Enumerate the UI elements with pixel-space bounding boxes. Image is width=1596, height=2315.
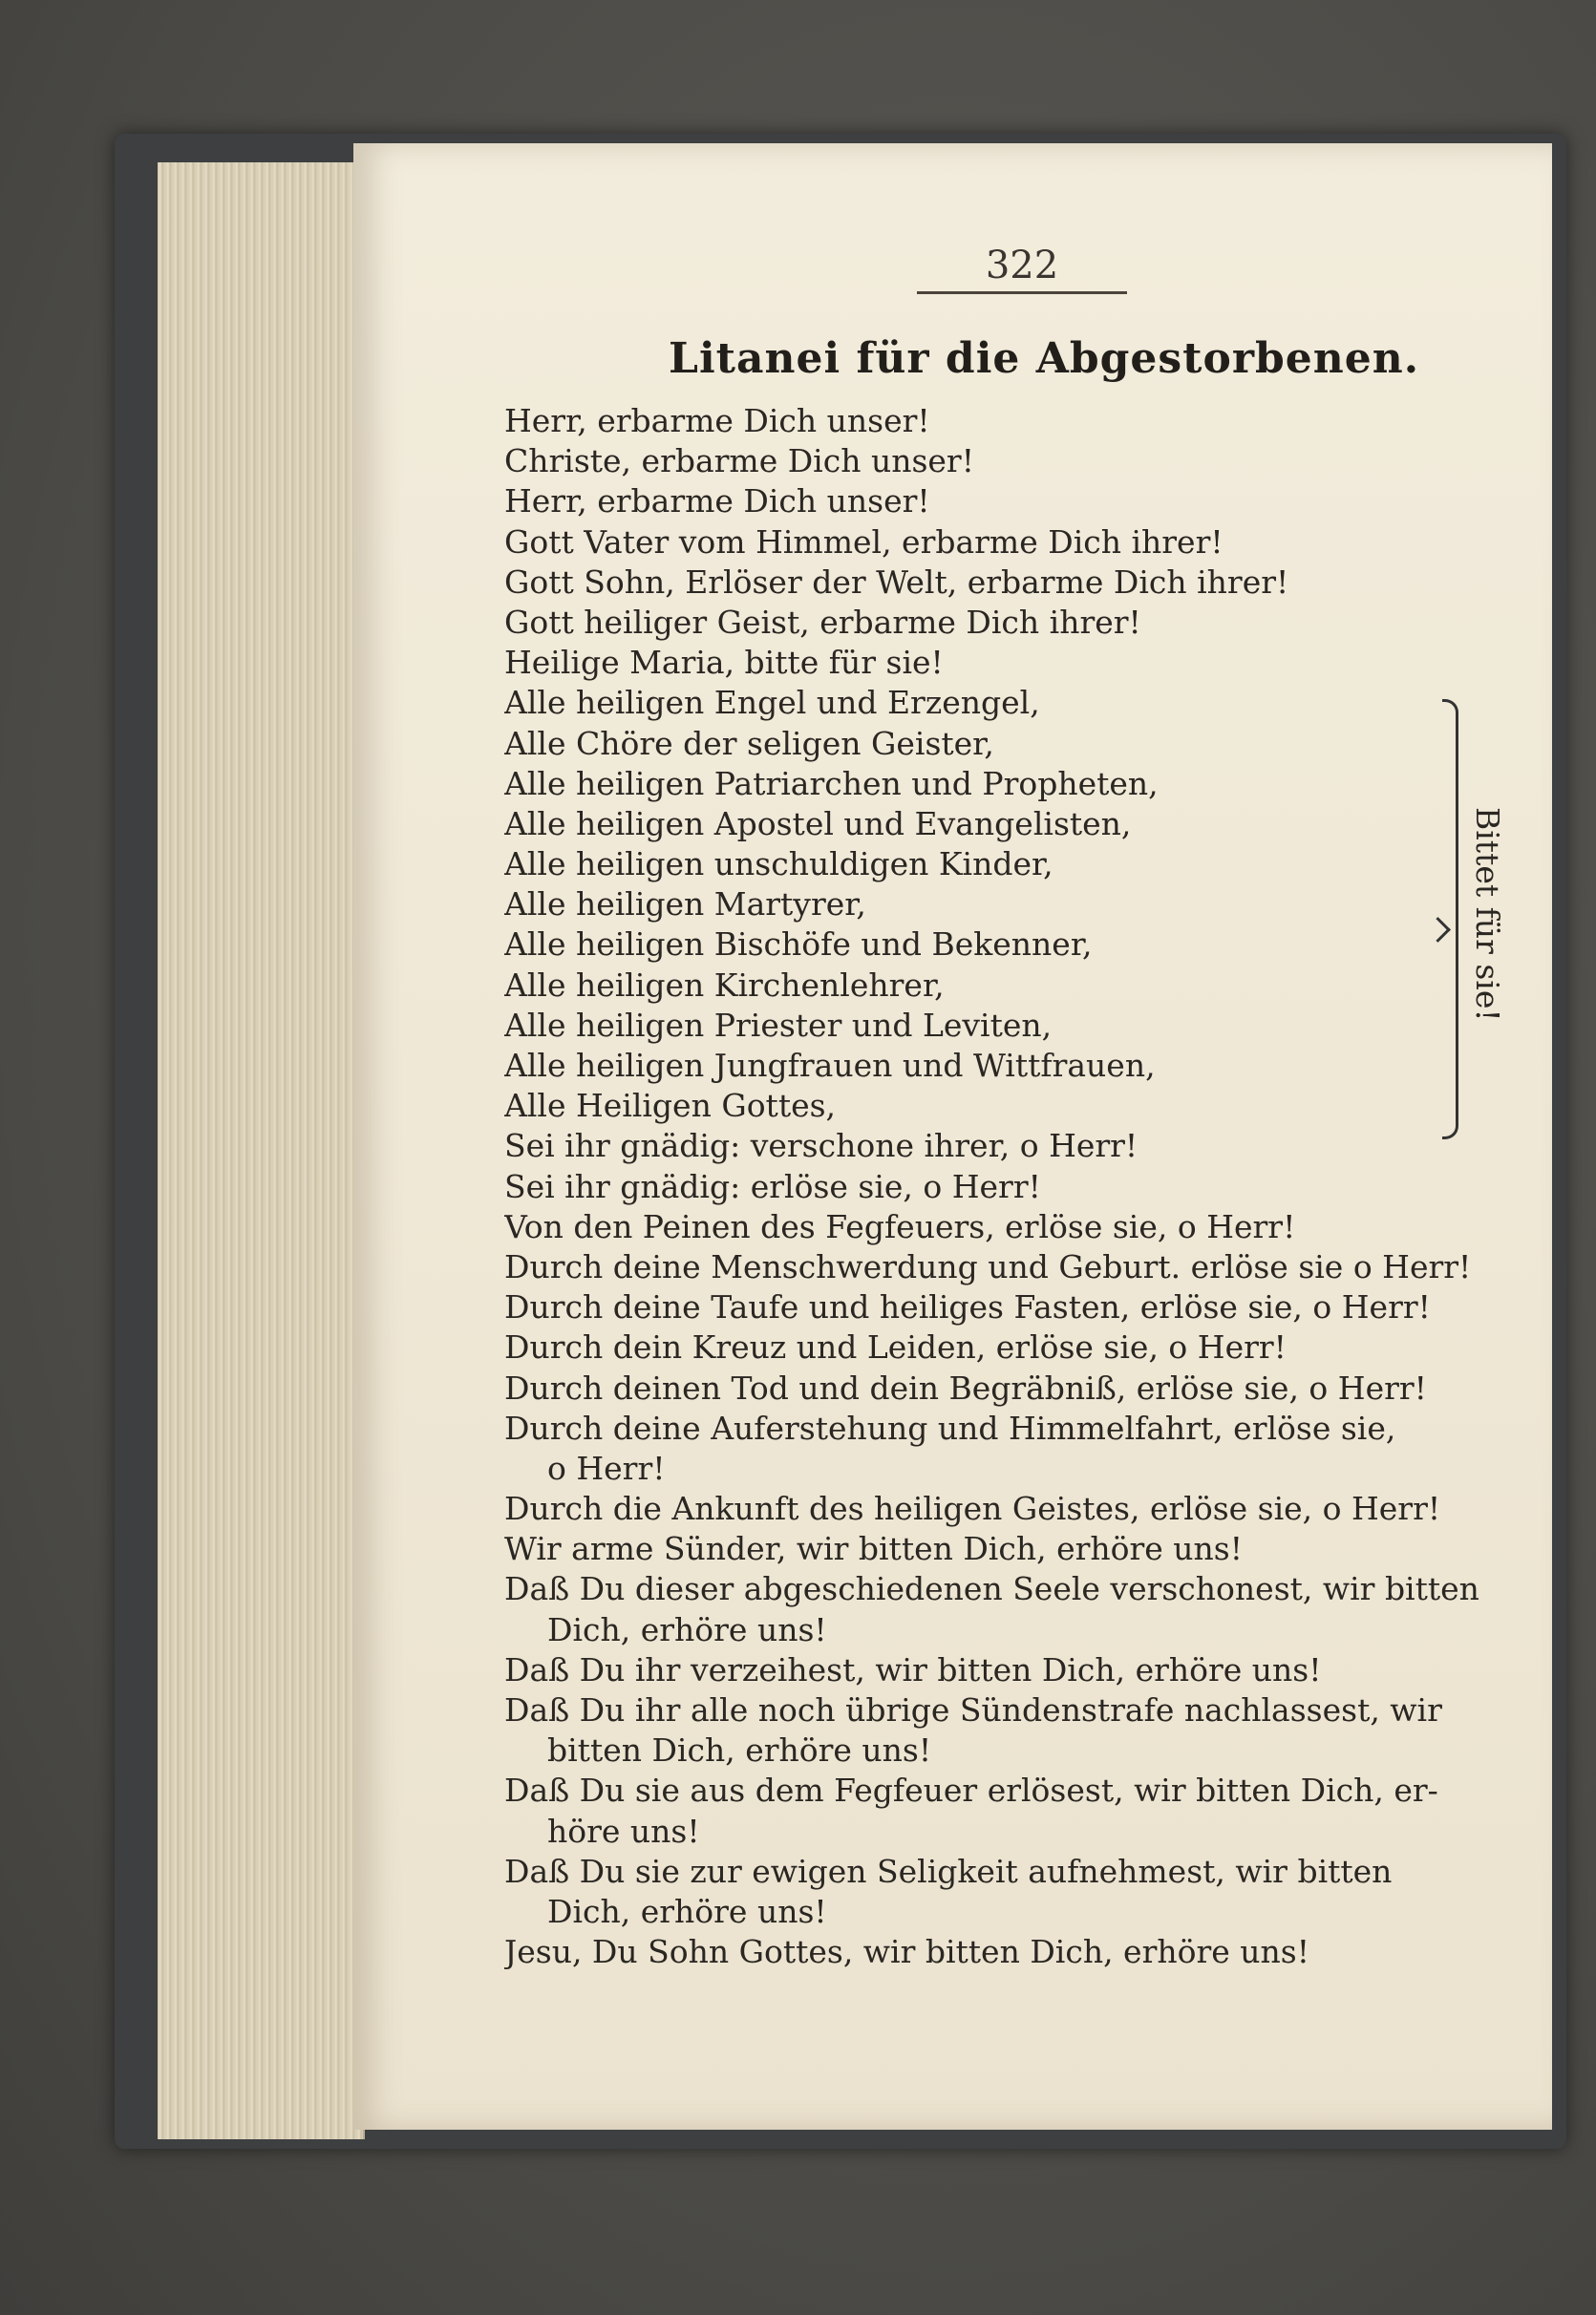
litany-line: Durch deinen Tod und dein Begräbniß, erlöse sie, o Herr! [504, 1369, 1427, 1407]
litany-line: o Herr! [547, 1449, 666, 1487]
litany-line: Herr, erbarme Dich unser! [504, 482, 930, 520]
litany-line: bitten Dich, erhöre uns! [547, 1731, 932, 1770]
litany-line: Durch dein Kreuz und Leiden, erlöse sie, o Herr! [504, 1328, 1287, 1367]
litany-line: Dich, erhöre uns! [547, 1892, 827, 1930]
page-number: 322 [985, 244, 1059, 287]
litany-line: Durch die Ankunft des heiligen Geistes, erlöse sie, o Herr! [504, 1490, 1441, 1528]
litany-line: Gott Sohn, Erlöser der Welt, erbarme Dich ihrer! [504, 563, 1289, 601]
litany-line: Durch deine Menschwerdung und Geburt. erlöse sie o Herr! [504, 1247, 1472, 1285]
litany-line: Wir arme Sünder, wir bitten Dich, erhöre uns! [504, 1530, 1244, 1568]
litany-line: Alle heiligen unschuldigen Kinder, [504, 845, 1053, 883]
brace-upper [1442, 699, 1458, 931]
litany-line: Daß Du sie zur ewigen Seligkeit aufnehmest, wir bitten [504, 1852, 1393, 1890]
litany-line: Von den Peinen des Fegfeuers, erlöse sie, o Herr! [504, 1207, 1296, 1245]
litany-line: Jesu, Du Sohn Gottes, wir bitten Dich, erhöre uns! [504, 1933, 1309, 1971]
litany-lines [504, 401, 1517, 1972]
litany-line: Alle Chöre der seligen Geister, [504, 724, 994, 762]
litany-line: höre uns! [547, 1812, 700, 1850]
litany-line: Dich, erhöre uns! [547, 1610, 827, 1648]
brace-lower [1442, 928, 1458, 1139]
brace-label: Bittet für sie! [1469, 807, 1506, 1022]
litany-line: Alle heiligen Martyrer, [504, 885, 866, 924]
litany-line: Gott Vater vom Himmel, erbarme Dich ihrer! [504, 522, 1224, 561]
litany-line: Alle heiligen Engel und Erzengel, [504, 684, 1040, 722]
page-edges [158, 162, 365, 2139]
litany-line: Sei ihr gnädig: erlöse sie, o Herr! [504, 1167, 1041, 1205]
litany-line: Daß Du dieser abgeschiedenen Seele verschonest, wir bitten [504, 1570, 1479, 1608]
litany-line: Alle heiligen Patriarchen und Propheten, [504, 764, 1159, 802]
litany-line: Sei ihr gnädig: verschone ihrer, o Herr! [504, 1127, 1138, 1165]
litany-line: Alle heiligen Apostel und Evangelisten, [504, 804, 1132, 842]
litany-line: Christe, erbarme Dich unser! [504, 442, 974, 480]
litany-line: Herr, erbarme Dich unser! [504, 402, 930, 439]
litany-line: Heilige Maria, bitte für sie! [504, 644, 944, 682]
page-title: Litanei für die Abgestorbenen. [669, 334, 1420, 383]
page-number-rule [917, 291, 1127, 294]
litany-line: Daß Du sie aus dem Fegfeuer erlösest, wir bitten Dich, er- [504, 1772, 1438, 1810]
litany-line: Alle heiligen Kirchenlehrer, [504, 966, 945, 1004]
litany-line: Alle Heiligen Gottes, [504, 1087, 837, 1125]
litany-line: Durch deine Taufe und heiliges Fasten, erlöse sie, o Herr! [504, 1288, 1431, 1327]
litany-line: Gott heiliger Geist, erbarme Dich ihrer! [504, 603, 1141, 641]
litany-line: Alle heiligen Bischöfe und Bekenner, [504, 925, 1093, 964]
litany-line: Daß Du ihr verzeihest, wir bitten Dich, erhöre uns! [504, 1650, 1322, 1688]
litany-line: Alle heiligen Priester und Leviten, [504, 1006, 1053, 1044]
litany-line: Alle heiligen Jungfrauen und Wittfrauen, [504, 1047, 1156, 1084]
litany-line: Daß Du ihr alle noch übrige Sündenstrafe nachlassest, wir [504, 1691, 1442, 1729]
litany-line: Durch deine Auferstehung und Himmelfahrt, erlöse sie, [504, 1409, 1396, 1447]
